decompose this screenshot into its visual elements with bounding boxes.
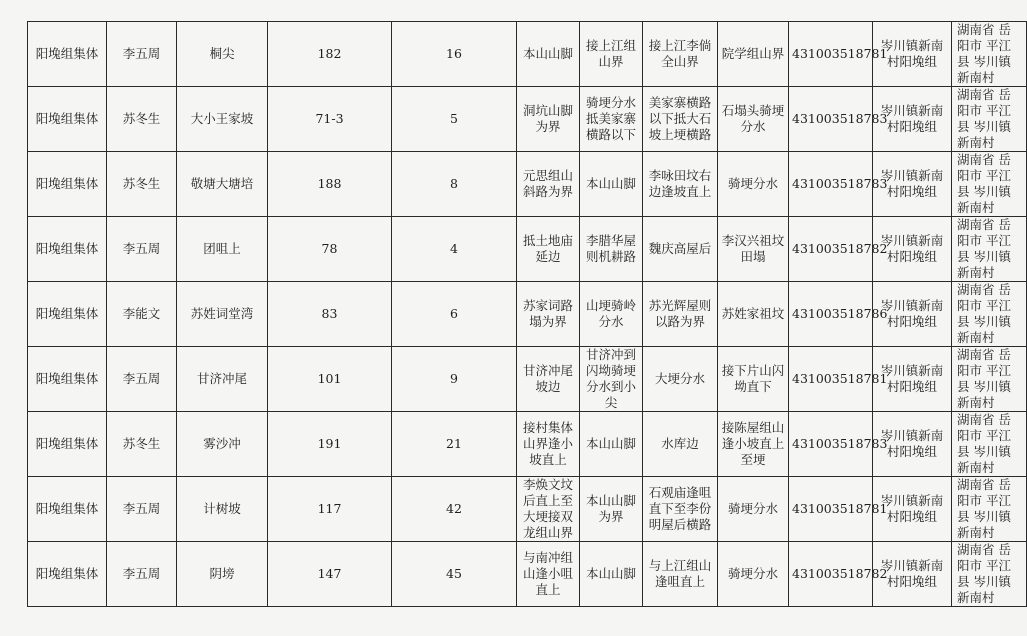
address-cell: 湖南省 岳阳市 平江县 岑川镇 新南村 (952, 347, 1027, 412)
village-cell: 岑川镇新南村阳堍组 (873, 347, 952, 412)
area-cell: 101 (268, 347, 392, 412)
address-cell: 湖南省 岳阳市 平江县 岑川镇 新南村 (952, 217, 1027, 282)
address-cell: 湖南省 岳阳市 平江县 岑川镇 新南村 (952, 87, 1027, 152)
boundary-south-cell: 甘济冲到闪坳骑埂分水到小尖 (580, 347, 643, 412)
area-cell: 71-3 (268, 87, 392, 152)
boundary-north-cell: 李汉兴祖坟田塌 (718, 217, 789, 282)
village-cell: 岑川镇新南村阳堍组 (873, 217, 952, 282)
village-cell: 岑川镇新南村阳堍组 (873, 477, 952, 542)
boundary-east-cell: 甘济冲尾坡边 (517, 347, 580, 412)
boundary-south-cell: 骑埂分水抵美家寨横路以下 (580, 87, 643, 152)
boundary-south-cell: 本山山脚 (580, 542, 643, 607)
owner-cell: 阳堍组集体 (28, 347, 107, 412)
boundary-north-cell: 骑埂分水 (718, 477, 789, 542)
boundary-west-cell: 接上江李倘全山界 (643, 22, 718, 87)
boundary-east-cell: 元思组山斜路为界 (517, 152, 580, 217)
area-cell: 117 (268, 477, 392, 542)
plot-count-cell: 5 (392, 87, 517, 152)
code-cell: 431003518782 (789, 542, 873, 607)
plot-count-cell: 45 (392, 542, 517, 607)
address-cell: 湖南省 岳阳市 平江县 岑川镇 新南村 (952, 152, 1027, 217)
boundary-east-cell: 李焕文坟后直上至大埂接双龙组山界 (517, 477, 580, 542)
boundary-north-cell: 苏姓家祖坟 (718, 282, 789, 347)
boundary-west-cell: 苏光辉屋则以路为界 (643, 282, 718, 347)
table-row (28, 412, 1027, 477)
boundary-south-cell: 接上江组山界 (580, 22, 643, 87)
code-cell: 431003518781 (789, 22, 873, 87)
boundary-west-cell: 李咏田坟右边逢坡直上 (643, 152, 718, 217)
table-row (28, 477, 1027, 542)
plot-count-cell: 42 (392, 477, 517, 542)
owner-cell: 阳堍组集体 (28, 412, 107, 477)
place-name-cell: 团咀上 (177, 217, 268, 282)
table-row (28, 217, 1027, 282)
boundary-south-cell: 山埂骑岭分水 (580, 282, 643, 347)
boundary-north-cell: 接陈屋组山逢小坡直上至埂 (718, 412, 789, 477)
place-name-cell: 大小王家坡 (177, 87, 268, 152)
area-cell: 191 (268, 412, 392, 477)
code-cell: 431003518781 (789, 347, 873, 412)
boundary-south-cell: 本山山脚为界 (580, 477, 643, 542)
code-cell: 431003518783 (789, 87, 873, 152)
contractor-cell: 李五周 (107, 22, 177, 87)
boundary-south-cell: 本山山脚 (580, 412, 643, 477)
boundary-west-cell: 大埂分水 (643, 347, 718, 412)
boundary-north-cell: 石塌头骑埂分水 (718, 87, 789, 152)
owner-cell: 阳堍组集体 (28, 542, 107, 607)
boundary-north-cell: 接下片山闪坳直下 (718, 347, 789, 412)
boundary-east-cell: 抵土地庙延边 (517, 217, 580, 282)
place-name-cell: 桐尖 (177, 22, 268, 87)
place-name-cell: 雾沙冲 (177, 412, 268, 477)
boundary-west-cell: 水库边 (643, 412, 718, 477)
place-name-cell: 甘济冲尾 (177, 347, 268, 412)
table-body (28, 22, 1027, 607)
area-cell: 188 (268, 152, 392, 217)
contractor-cell: 李五周 (107, 217, 177, 282)
boundary-west-cell: 美家寨横路以下抵大石坡上埂横路 (643, 87, 718, 152)
village-cell: 岑川镇新南村阳堍组 (873, 412, 952, 477)
boundary-south-cell: 本山山脚 (580, 152, 643, 217)
area-cell: 182 (268, 22, 392, 87)
village-cell: 岑川镇新南村阳堍组 (873, 87, 952, 152)
boundary-east-cell: 与南冲组山逢小咀直上 (517, 542, 580, 607)
boundary-west-cell: 魏庆高屋后 (643, 217, 718, 282)
plot-count-cell: 16 (392, 22, 517, 87)
boundary-north-cell: 骑埂分水 (718, 542, 789, 607)
village-cell: 岑川镇新南村阳堍组 (873, 282, 952, 347)
table-row (28, 22, 1027, 87)
table-row (28, 542, 1027, 607)
boundary-east-cell: 苏家词路塌为界 (517, 282, 580, 347)
forest-land-table (27, 21, 1027, 607)
contractor-cell: 李五周 (107, 477, 177, 542)
plot-count-cell: 8 (392, 152, 517, 217)
code-cell: 431003518783 (789, 412, 873, 477)
village-cell: 岑川镇新南村阳堍组 (873, 22, 952, 87)
place-name-cell: 阴塝 (177, 542, 268, 607)
village-cell: 岑川镇新南村阳堍组 (873, 542, 952, 607)
plot-count-cell: 9 (392, 347, 517, 412)
owner-cell: 阳堍组集体 (28, 217, 107, 282)
address-cell: 湖南省 岳阳市 平江县 岑川镇 新南村 (952, 22, 1027, 87)
place-name-cell: 计树坡 (177, 477, 268, 542)
area-cell: 78 (268, 217, 392, 282)
plot-count-cell: 6 (392, 282, 517, 347)
area-cell: 147 (268, 542, 392, 607)
place-name-cell: 苏姓词堂湾 (177, 282, 268, 347)
table-row (28, 282, 1027, 347)
boundary-north-cell: 骑埂分水 (718, 152, 789, 217)
address-cell: 湖南省 岳阳市 平江县 岑川镇 新南村 (952, 477, 1027, 542)
owner-cell: 阳堍组集体 (28, 22, 107, 87)
owner-cell: 阳堍组集体 (28, 152, 107, 217)
table-row (28, 87, 1027, 152)
boundary-south-cell: 李腊华屋则机耕路 (580, 217, 643, 282)
contractor-cell: 苏冬生 (107, 152, 177, 217)
village-cell: 岑川镇新南村阳堍组 (873, 152, 952, 217)
boundary-east-cell: 接村集体山界逢小坡直上 (517, 412, 580, 477)
table-row (28, 347, 1027, 412)
boundary-west-cell: 与上江组山逢咀直上 (643, 542, 718, 607)
contractor-cell: 李五周 (107, 542, 177, 607)
code-cell: 431003518783 (789, 152, 873, 217)
address-cell: 湖南省 岳阳市 平江县 岑川镇 新南村 (952, 412, 1027, 477)
plot-count-cell: 4 (392, 217, 517, 282)
address-cell: 湖南省 岳阳市 平江县 岑川镇 新南村 (952, 542, 1027, 607)
address-cell: 湖南省 岳阳市 平江县 岑川镇 新南村 (952, 282, 1027, 347)
code-cell: 431003518782 (789, 217, 873, 282)
plot-count-cell: 21 (392, 412, 517, 477)
area-cell: 83 (268, 282, 392, 347)
contractor-cell: 李五周 (107, 347, 177, 412)
place-name-cell: 敬塘大塘培 (177, 152, 268, 217)
owner-cell: 阳堍组集体 (28, 282, 107, 347)
boundary-north-cell: 院学组山界 (718, 22, 789, 87)
contractor-cell: 李能文 (107, 282, 177, 347)
owner-cell: 阳堍组集体 (28, 87, 107, 152)
code-cell: 431003518781 (789, 477, 873, 542)
contractor-cell: 苏冬生 (107, 87, 177, 152)
table-row (28, 152, 1027, 217)
code-cell: 431003518786 (789, 282, 873, 347)
owner-cell: 阳堍组集体 (28, 477, 107, 542)
boundary-east-cell: 洞坑山脚为界 (517, 87, 580, 152)
contractor-cell: 苏冬生 (107, 412, 177, 477)
boundary-east-cell: 本山山脚 (517, 22, 580, 87)
boundary-west-cell: 石观庙逢咀直下至李份明屋后横路 (643, 477, 718, 542)
